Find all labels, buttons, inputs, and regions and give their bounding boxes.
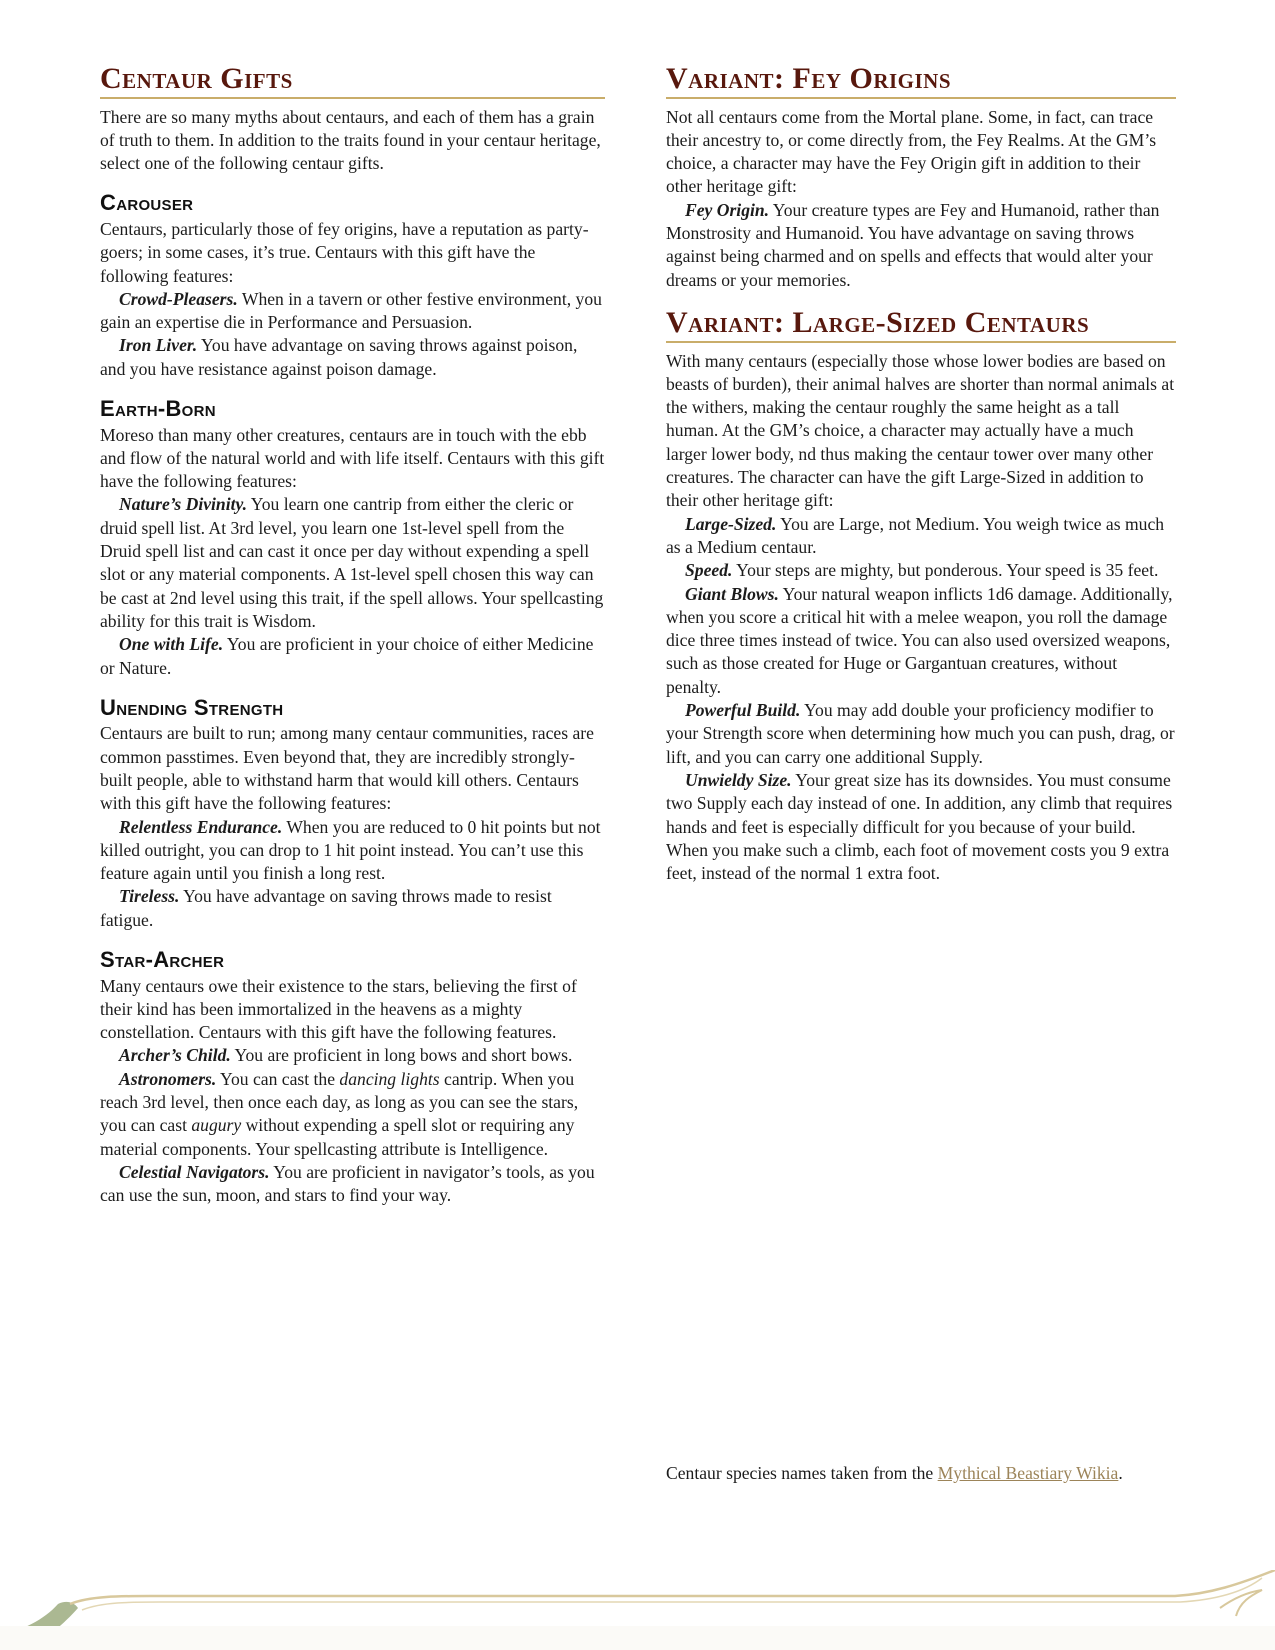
feature-unwieldy-size bbox=[666, 769, 1176, 885]
spell-name-dancing-lights: dancing lights bbox=[339, 1068, 440, 1089]
earth-born-intro: Moreso than many other creatures, centaurs are in touch with the ebb and flow of the natural world and with life itself. Centaurs with this gift have the following features: bbox=[100, 424, 605, 492]
feature-name: Archer’s Child. bbox=[119, 1045, 231, 1066]
star-archer-intro: Many centaurs owe their existence to the stars, believing the first of their kind has been immortalized in the heavens as a mighty constellation. Centaurs with this gift have the following features. bbox=[100, 975, 577, 1043]
feature-tireless bbox=[100, 885, 605, 932]
feature-name: Giant Blows. bbox=[685, 583, 779, 604]
feature-name: Relentless Endurance. bbox=[119, 816, 283, 837]
footer-band bbox=[0, 1626, 1275, 1650]
feature-text: You are Large, not Medium. You weigh twice as much as a Medium centaur. bbox=[666, 513, 1165, 557]
feature-astronomers bbox=[100, 1068, 605, 1161]
feature-text: You have advantage on saving throws against poison, and you have resistance against poison damage. bbox=[100, 335, 578, 379]
subheading-star-archer: Star-Archer bbox=[100, 947, 225, 972]
feature-name: Astronomers. bbox=[119, 1068, 217, 1089]
feature-text: You have advantage on saving throws made to resist fatigue. bbox=[100, 886, 552, 930]
left-column bbox=[100, 62, 605, 1207]
page-footer-ornament bbox=[0, 1570, 1275, 1650]
feature-text: You are proficient in navigator’s tools, as you can use the sun, moon, and stars to find your way. bbox=[100, 1161, 595, 1206]
feature-relentless-endurance bbox=[100, 816, 605, 886]
subheading-unending-strength: Unending Strength bbox=[100, 694, 284, 720]
footer-curl-icon bbox=[1220, 1590, 1262, 1616]
section-title-large-sized-centaurs: Variant: Large-Sized Centaurs bbox=[666, 306, 1176, 343]
feature-giant-blows bbox=[666, 583, 1176, 699]
section-title-fey-origins: Variant: Fey Origins bbox=[666, 62, 1176, 99]
feature-text: You may add double your proficiency modifier to your Strength score when determining how much you can push, drag, or lift, and you can carry one additional Supply. bbox=[666, 700, 1175, 767]
subheading-carouser: Carouser bbox=[100, 190, 194, 216]
feature-fey-origin bbox=[666, 199, 1176, 292]
feature-name: One with Life. bbox=[119, 634, 224, 655]
fey-origins-intro: Not all centaurs come from the Mortal plane. Some, in fact, can trace their ancestry to, or come directly from, the Fey Realms. At the GM’s choice, a character may have the Fey Origin gift in addition to their other heritage gift: bbox=[666, 106, 1157, 197]
feature-crowd-pleasers bbox=[100, 288, 605, 335]
section-title-centaur-gifts: Centaur Gifts bbox=[100, 62, 605, 99]
feature-text: You learn one cantrip from either the cleric or druid spell list. At 3rd level, you learn one 1st-level spell from the Druid spell list and can cast it once per day without expending a spell slot or any material components. A 1st-level spell chosen this way can be cast at 2nd level using this trait, if the spell allows. Your spellcasting ability for this trait is Wisdom. bbox=[100, 494, 604, 631]
credit-suffix: . bbox=[1118, 1463, 1123, 1483]
feature-text: Your creature types are Fey and Humanoid, rather than Monstrosity and Humanoid. You have advantage on saving throws against being charmed and on spells and effects that would alter your dreams or your memories. bbox=[666, 199, 1160, 290]
right-column bbox=[666, 62, 1176, 885]
feature-celestial-navigators bbox=[100, 1161, 605, 1208]
spell-name-augury: augury bbox=[191, 1115, 242, 1136]
feature-name: Crowd-Pleasers. bbox=[119, 288, 238, 309]
feature-text: Your great size has its downsides. You must consume two Supply each day instead of one. In addition, any climb that requires hands and feet is especially difficult for you because of your build. When you make such a climb, each foot of movement costs you 9 extra feet, instead of the normal 1 extra foot. bbox=[666, 769, 1173, 884]
feature-text: When you are reduced to 0 hit points but not killed outright, you can drop to 1 hit point instead. You can’t use this feature again until you finish a long rest. bbox=[100, 816, 601, 884]
feature-text: You are proficient in your choice of either Medicine or Nature. bbox=[100, 634, 594, 678]
feature-speed bbox=[666, 559, 1176, 582]
feature-name: Iron Liver. bbox=[119, 335, 198, 356]
feature-name: Unwieldy Size. bbox=[685, 769, 792, 790]
feature-name: Nature’s Divinity. bbox=[119, 494, 248, 515]
feature-powerful-build bbox=[666, 699, 1176, 769]
feature-name: Speed. bbox=[685, 560, 733, 581]
feature-one-with-life bbox=[100, 633, 605, 680]
feature-name: Fey Origin. bbox=[685, 199, 770, 220]
subheading-earth-born: Earth-Born bbox=[100, 396, 216, 422]
feature-name: Large-Sized. bbox=[685, 513, 777, 534]
credit-note bbox=[666, 1462, 1176, 1485]
feature-text: without expending a spell slot or requiring any material components. Your spellcasting attribute is Intelligence. bbox=[100, 1115, 575, 1159]
feature-archers-child bbox=[100, 1044, 605, 1067]
carouser-intro: Centaurs, particularly those of fey origins, have a reputation as party-goers; in some cases, it’s true. Centaurs with this gift have the following features: bbox=[100, 218, 589, 286]
footer-rule-inner bbox=[82, 1578, 1262, 1610]
footer-rule-outer bbox=[70, 1570, 1275, 1604]
feature-text: When in a tavern or other festive environment, you gain an expertise die in Performance and Persuasion. bbox=[100, 288, 602, 333]
mythical-beastiary-link[interactable]: Mythical Beastiary Wikia bbox=[937, 1463, 1119, 1483]
feature-text: cantrip. When you reach 3rd level, then once each day, as long as you can see the stars, you can cast bbox=[100, 1068, 579, 1136]
intro-paragraph: There are so many myths about centaurs, and each of them has a grain of truth to them. In addition to the traits found in your centaur heritage, select one of the following centaur gifts. bbox=[100, 106, 601, 174]
feature-name: Celestial Navigators. bbox=[119, 1161, 270, 1182]
feature-text: Your steps are mighty, but ponderous. Your speed is 35 feet. bbox=[732, 560, 1159, 581]
feature-natures-divinity bbox=[100, 493, 605, 633]
feature-large-sized bbox=[666, 513, 1176, 560]
feature-text: Your natural weapon inflicts 1d6 damage. Additionally, when you score a critical hit with a melee weapon, you roll the damage dice three times instead of twice. You can also used oversized weapons, such as those created for Huge or Gargantuan creatures, without penalty. bbox=[666, 583, 1173, 697]
feature-iron-liver bbox=[100, 334, 605, 381]
feature-name: Powerful Build. bbox=[685, 700, 801, 721]
large-sized-intro: With many centaurs (especially those whose lower bodies are based on beasts of burden), their animal halves are shorter than normal animals at the withers, making the centaur roughly the same height as a tall human. At the GM’s choice, a character may actually have a much larger lower body, nd thus making the centaur tower over many other creatures. The character can have the gift Large-Sized in addition to their other heritage gift: bbox=[666, 350, 1175, 511]
feature-name: Tireless. bbox=[119, 886, 180, 907]
feature-text: You are proficient in long bows and short bows. bbox=[230, 1045, 573, 1066]
unending-strength-intro: Centaurs are built to run; among many centaur communities, races are common passtimes. Even beyond that, they are incredibly strongly-built people, able to withstand harm that would kill others. Centaurs with this gift have the following features: bbox=[100, 723, 594, 814]
credit-prefix: Centaur species names taken from the bbox=[666, 1463, 938, 1483]
feature-text: You can cast the bbox=[216, 1068, 340, 1089]
section-spacer bbox=[666, 292, 1176, 306]
